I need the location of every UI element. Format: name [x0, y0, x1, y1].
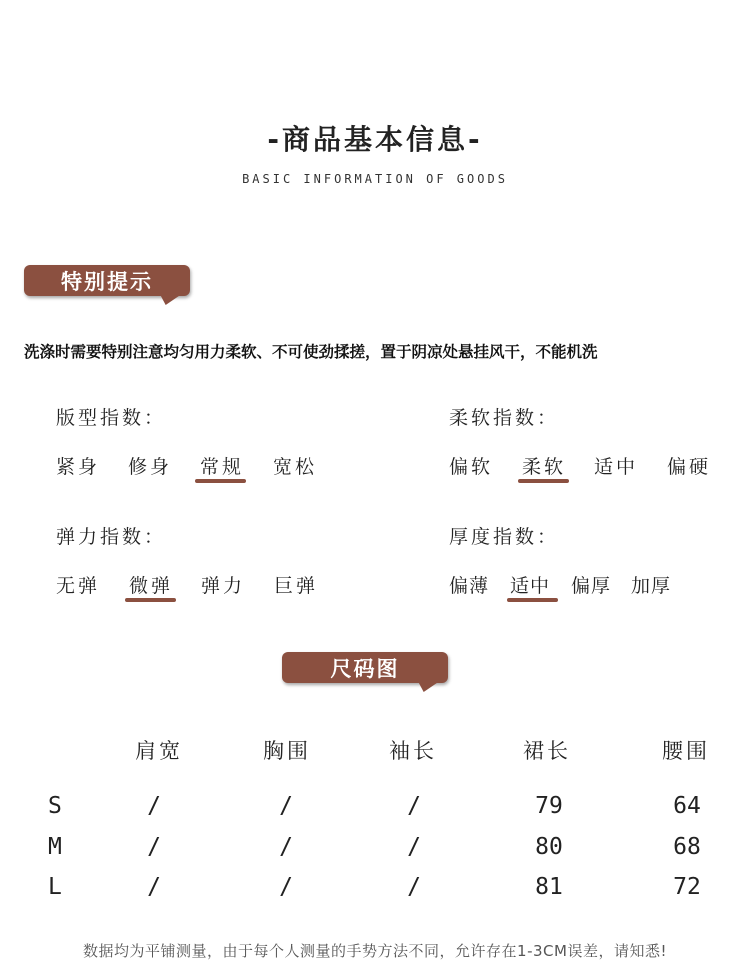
- thickness-option: 偏薄: [449, 575, 490, 597]
- softness-selected-underline: [518, 479, 569, 483]
- page-subtitle: BASIC INFORMATION OF GOODS: [242, 172, 508, 186]
- elasticity-option: 弹力: [201, 575, 246, 597]
- fit-option: 修身: [128, 456, 173, 478]
- care-instructions-text: 洗涤时需要特别注意均匀用力柔软、不可使劲揉搓，置于阴凉处悬挂风干，不能机洗: [24, 343, 598, 361]
- speech-tail-icon: [414, 682, 439, 692]
- softness-option-selected: 柔软: [522, 456, 567, 478]
- fit-option: 紧身: [56, 456, 101, 478]
- size-row-label: M: [48, 834, 62, 860]
- size-cell: 80: [535, 834, 563, 860]
- size-cell: 68: [673, 834, 701, 860]
- size-chart-banner: [282, 652, 448, 683]
- thickness-selected-underline: [507, 598, 558, 602]
- size-cell: /: [407, 834, 421, 860]
- size-cell: /: [407, 874, 421, 900]
- special-notice-banner: [24, 265, 190, 296]
- size-header: 裙长: [523, 739, 571, 763]
- size-cell: /: [279, 793, 293, 819]
- speech-tail-icon: [156, 295, 181, 305]
- softness-option: 适中: [594, 456, 639, 478]
- elasticity-option-selected: 微弹: [129, 575, 174, 597]
- size-chart-banner-label: 尺码图: [330, 656, 400, 681]
- size-header: 腰围: [662, 739, 710, 763]
- size-cell: /: [147, 793, 161, 819]
- softness-option: 偏软: [449, 456, 494, 478]
- softness-index-title: 柔软指数：: [449, 407, 560, 429]
- size-cell: /: [147, 834, 161, 860]
- elasticity-index-title: 弹力指数：: [56, 526, 167, 548]
- size-cell: /: [279, 834, 293, 860]
- measurement-footnote: 数据均为平铺测量，由于每个人测量的手势方法不同，允许存在1-3CM误差，请知悉!: [83, 942, 667, 960]
- size-cell: 79: [535, 793, 563, 819]
- thickness-option-selected: 适中: [510, 575, 551, 597]
- thickness-option: 加厚: [631, 575, 672, 597]
- elasticity-selected-underline: [125, 598, 176, 602]
- size-row-label: S: [48, 793, 62, 819]
- fit-selected-underline: [195, 479, 246, 483]
- thickness-option: 偏厚: [571, 575, 612, 597]
- size-header: 肩宽: [135, 739, 183, 763]
- page-title: -商品基本信息-: [267, 123, 483, 156]
- softness-option: 偏硬: [667, 456, 712, 478]
- size-cell: /: [279, 874, 293, 900]
- size-row-label: L: [48, 874, 62, 900]
- size-cell: 81: [535, 874, 563, 900]
- thickness-index-title: 厚度指数：: [449, 526, 560, 548]
- size-cell: 64: [673, 793, 701, 819]
- size-header: 袖长: [389, 739, 437, 763]
- size-cell: 72: [673, 874, 701, 900]
- fit-option-selected: 常规: [200, 456, 245, 478]
- special-notice-banner-label: 特别提示: [61, 269, 153, 294]
- elasticity-option: 巨弹: [274, 575, 319, 597]
- fit-option: 宽松: [273, 456, 318, 478]
- size-cell: /: [147, 874, 161, 900]
- fit-index-title: 版型指数：: [56, 407, 167, 429]
- size-header: 胸围: [263, 739, 311, 763]
- size-cell: /: [407, 793, 421, 819]
- elasticity-option: 无弹: [56, 575, 101, 597]
